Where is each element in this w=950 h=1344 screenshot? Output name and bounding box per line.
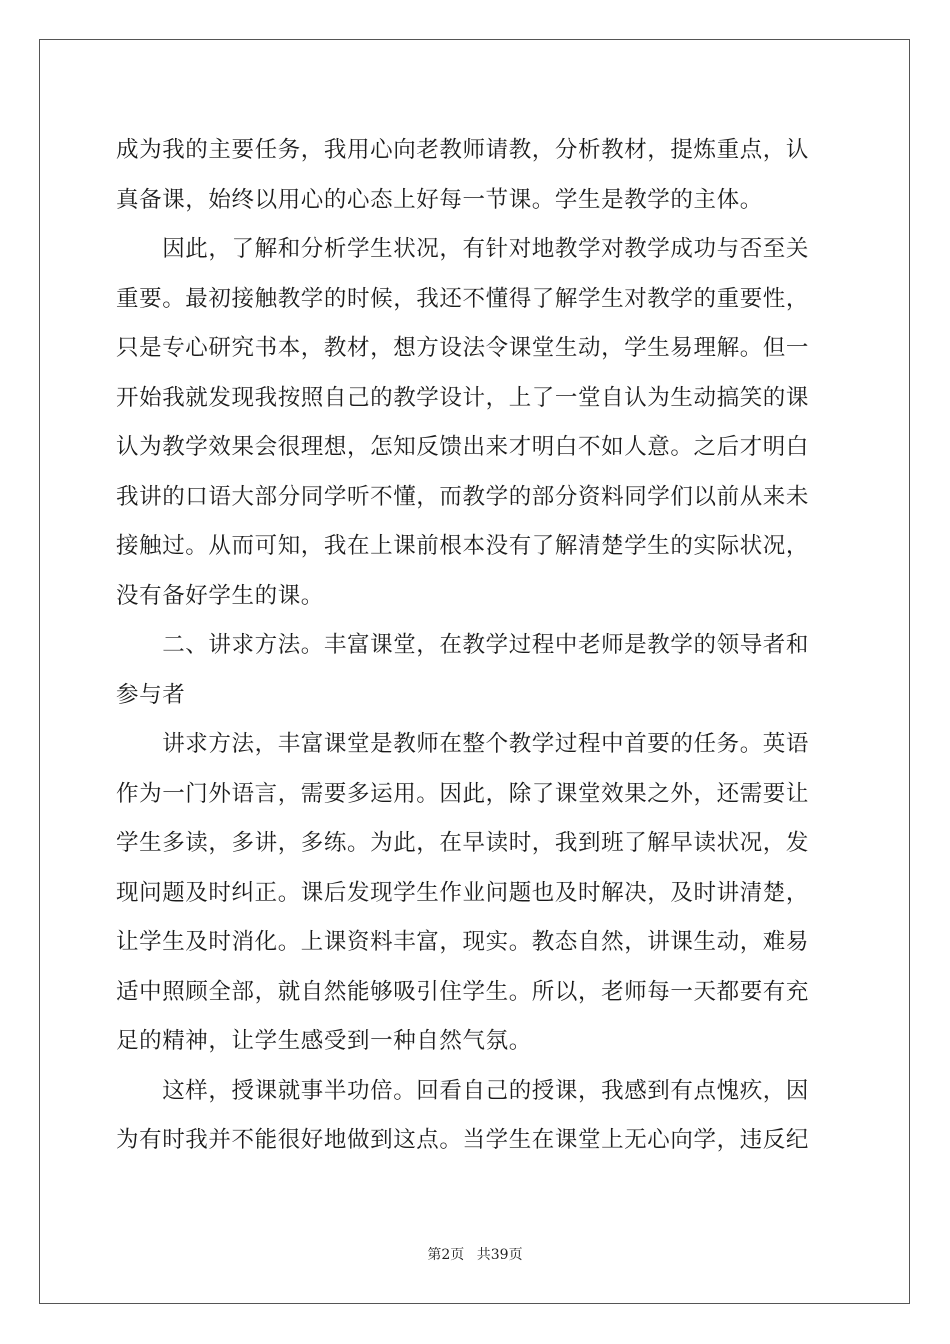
text-line: 成为我的主要任务，我用心向老教师请教，分析教材，提炼重点，认 <box>116 137 810 163</box>
text-line: 接触过。从而可知，我在上课前根本没有了解清楚学生的实际状况， <box>116 533 810 559</box>
page-footer <box>0 1244 950 1264</box>
document-body <box>116 126 838 1166</box>
text-line: 认为教学效果会很理想，怎知反馈出来才明白不如人意。之后才明白 <box>116 434 810 460</box>
text-line: 现问题及时纠正。课后发现学生作业问题也及时解决，及时讲清楚， <box>116 879 810 906</box>
text-line: 学生多读，多讲，多练。为此，在早读时，我到班了解早读状况，发 <box>116 830 810 856</box>
text-line: 没有备好学生的课。 <box>116 582 324 609</box>
text-line: 参与者 <box>116 681 186 708</box>
text-line: 足的精神，让学生感受到一种自然气氛。 <box>116 1028 532 1054</box>
text-line: 只是专心研究书本，教材，想方设法令课堂生动，学生易理解。但一 <box>116 335 810 361</box>
text-line: 作为一门外语言，需要多运用。因此，除了课堂效果之外，还需要让 <box>116 780 810 807</box>
text-line: 我讲的口语大部分同学听不懂，而教学的部分资料同学们以前从来未 <box>116 483 810 510</box>
text-line: 重要。最初接触教学的时候，我还不懂得了解学生对教学的重要性， <box>116 285 810 312</box>
total-pages: 共39页 <box>476 1247 523 1263</box>
text-line: 讲求方法，丰富课堂是教师在整个教学过程中首要的任务。英语 <box>116 731 810 757</box>
text-line: 开始我就发现我按照自己的教学设计，上了一堂自认为生动搞笑的课 <box>116 384 810 411</box>
text-line: 适中照顾全部，就自然能够吸引住学生。所以，老师每一天都要有充 <box>116 978 810 1005</box>
text-line: 真备课，始终以用心的心态上好每一节课。学生是教学的主体。 <box>116 186 763 213</box>
text-line: 这样，授课就事半功倍。回看自己的授课，我感到有点愧疚，因 <box>116 1077 810 1104</box>
text-line: 因此，了解和分析学生状况，有针对地教学对教学成功与否至关 <box>116 236 810 262</box>
page-number: 第2页 <box>427 1247 465 1263</box>
text-line: 二、讲求方法。丰富课堂，在教学过程中老师是教学的领导者和 <box>116 632 810 658</box>
text-line: 让学生及时消化。上课资料丰富，现实。教态自然，讲课生动，难易 <box>116 929 810 955</box>
text-line: 为有时我并不能很好地做到这点。当学生在课堂上无心向学，违反纪 <box>116 1127 810 1153</box>
